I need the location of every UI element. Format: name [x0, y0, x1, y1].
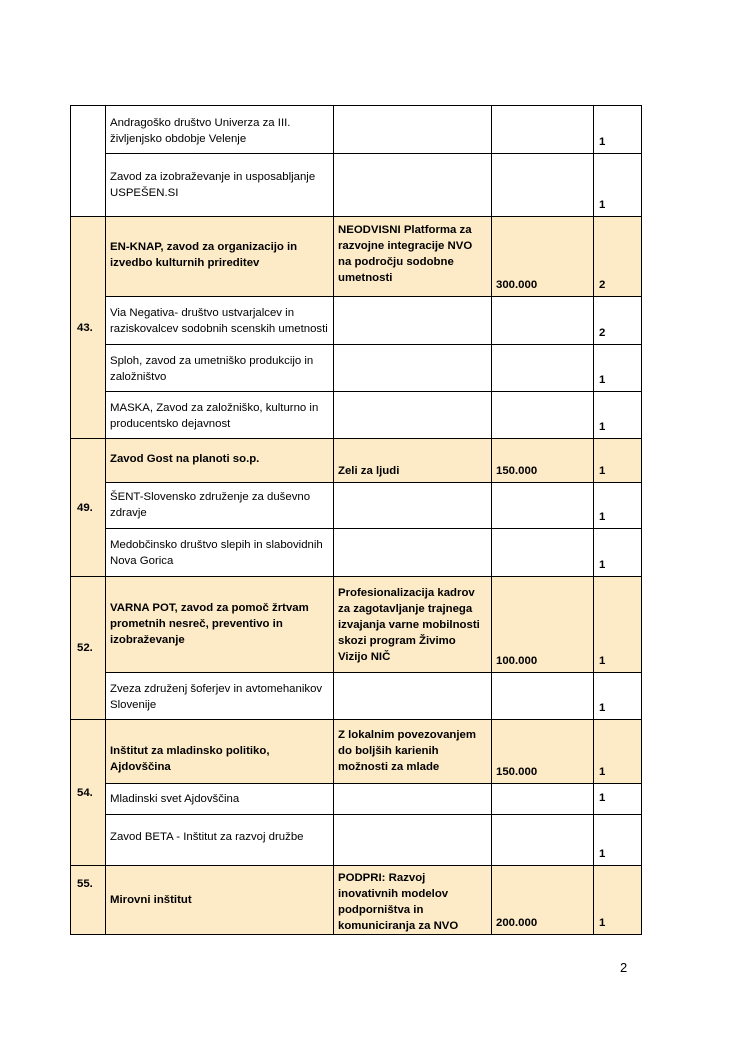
organization-cell: MASKA, Zavod za založniško, kulturno in producentsko dejavnost	[106, 392, 334, 439]
table-row	[71, 154, 642, 217]
table-row	[71, 483, 642, 529]
entry-number-cell: 49.	[71, 439, 106, 577]
count-cell: 1	[594, 529, 642, 577]
project-cell: NEODVISNI Platforma za razvojne integracije NVO na področju sodobne umetnosti	[334, 217, 492, 297]
amount-cell	[492, 392, 594, 439]
organization-cell: Mladinski svet Ajdovščina	[106, 784, 334, 815]
organization-cell: Zavod za izobraževanje in usposabljanje USPEŠEN.SI	[106, 154, 334, 217]
table-row	[71, 439, 642, 483]
table-row	[71, 577, 642, 673]
organization-cell: Sploh, zavod za umetniško produkcijo in založništvo	[106, 345, 334, 392]
table-row	[71, 529, 642, 577]
project-cell	[334, 345, 492, 392]
table-row	[71, 784, 642, 815]
project-cell	[334, 392, 492, 439]
project-cell: Profesionalizacija kadrov za zagotavljanje trajnega izvajanja varne mobilnosti skozi program Živimo Vizijo NIČ	[334, 577, 492, 673]
count-cell: 1	[594, 720, 642, 784]
table-row	[71, 217, 642, 297]
amount-cell: 150.000	[492, 439, 594, 483]
organization-cell: Zavod Gost na planoti so.p.	[106, 439, 334, 483]
amount-cell: 100.000	[492, 577, 594, 673]
project-cell	[334, 154, 492, 217]
count-cell: 1	[594, 784, 642, 815]
count-cell: 1	[594, 866, 642, 935]
organization-cell: EN-KNAP, zavod za organizacijo in izvedbo kulturnih prireditev	[106, 217, 334, 297]
count-cell: 2	[594, 217, 642, 297]
table-row	[71, 815, 642, 866]
table-row	[71, 392, 642, 439]
amount-cell	[492, 784, 594, 815]
organization-cell: Mirovni inštitut	[106, 866, 334, 935]
amount-cell: 300.000	[492, 217, 594, 297]
amount-cell	[492, 345, 594, 392]
table-row	[71, 345, 642, 392]
project-cell: Z lokalnim povezovanjem do boljših karienih možnosti za mlade	[334, 720, 492, 784]
count-cell: 1	[594, 106, 642, 154]
organization-cell: Zavod BETA - Inštitut za razvoj družbe	[106, 815, 334, 866]
project-cell: Zeli za ljudi	[334, 439, 492, 483]
organization-cell: Zveza združenj šoferjev in avtomehanikov Slovenije	[106, 673, 334, 720]
entry-number-cell: 43.	[71, 217, 106, 439]
amount-cell: 150.000	[492, 720, 594, 784]
table-row	[71, 720, 642, 784]
count-cell: 1	[594, 345, 642, 392]
project-cell	[334, 815, 492, 866]
count-cell: 1	[594, 439, 642, 483]
entry-number-cell: 55.	[71, 866, 106, 935]
amount-cell	[492, 483, 594, 529]
count-cell: 1	[594, 392, 642, 439]
count-cell: 1	[594, 483, 642, 529]
project-cell	[334, 297, 492, 345]
project-cell	[334, 784, 492, 815]
count-cell: 2	[594, 297, 642, 345]
amount-cell	[492, 529, 594, 577]
project-cell	[334, 106, 492, 154]
organization-cell: Via Negativa- društvo ustvarjalcev in raziskovalcev sodobnih scenskih umetnosti	[106, 297, 334, 345]
count-cell: 1	[594, 577, 642, 673]
organization-cell: Andragoško društvo Univerza za III. življenjsko obdobje Velenje	[106, 106, 334, 154]
project-cell	[334, 483, 492, 529]
table-row	[71, 673, 642, 720]
entry-number-cell: 54.	[71, 720, 106, 866]
table-row	[71, 106, 642, 154]
project-cell	[334, 673, 492, 720]
partners-table	[70, 105, 642, 935]
count-cell: 1	[594, 673, 642, 720]
amount-cell: 200.000	[492, 866, 594, 935]
count-cell: 1	[594, 154, 642, 217]
amount-cell	[492, 154, 594, 217]
table-row	[71, 866, 642, 935]
project-cell: PODPRI: Razvoj inovativnih modelov podporništva in komuniciranja za NVO	[334, 866, 492, 935]
amount-cell	[492, 297, 594, 345]
organization-cell: ŠENT-Slovensko združenje za duševno zdravje	[106, 483, 334, 529]
organization-cell: Medobčinsko društvo slepih in slabovidnih Nova Gorica	[106, 529, 334, 577]
table-row	[71, 297, 642, 345]
organization-cell: Inštitut za mladinsko politiko, Ajdovščina	[106, 720, 334, 784]
amount-cell	[492, 815, 594, 866]
project-cell	[334, 529, 492, 577]
amount-cell	[492, 106, 594, 154]
organization-cell: VARNA POT, zavod za pomoč žrtvam prometnih nesreč, preventivo in izobraževanje	[106, 577, 334, 673]
entry-number-cell: 52.	[71, 577, 106, 720]
count-cell: 1	[594, 815, 642, 866]
amount-cell	[492, 673, 594, 720]
entry-number-cell	[71, 106, 106, 217]
page-number: 2	[620, 960, 628, 975]
